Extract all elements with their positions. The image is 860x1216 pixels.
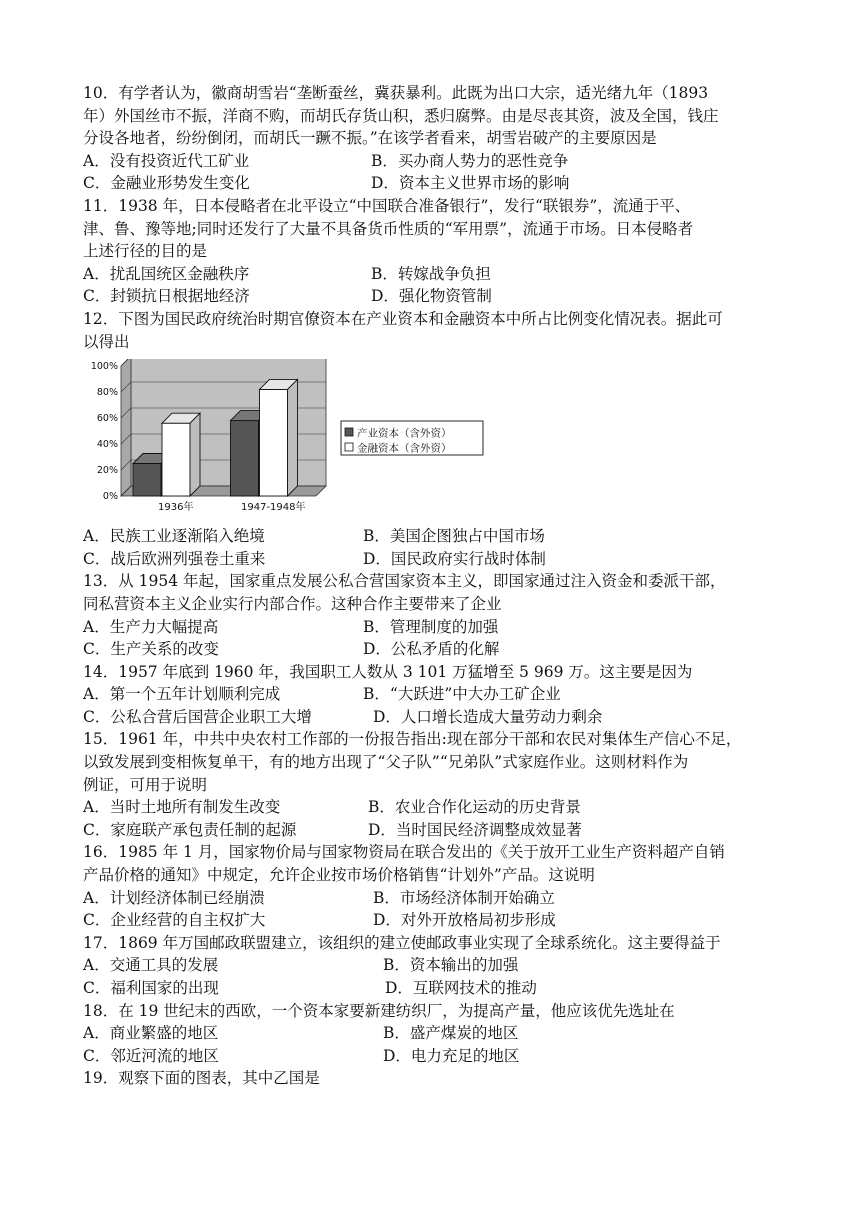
question-stem-line: 以得出	[83, 332, 130, 351]
option-row	[83, 1045, 788, 1068]
y-tick-label: 40%	[96, 439, 118, 451]
chart-side-wall	[121, 359, 131, 496]
option-b[interactable]: B．盛产煤炭的地区	[383, 1024, 519, 1043]
option-d[interactable]: D．互联网技术的推动	[385, 979, 537, 997]
option-row	[83, 954, 788, 977]
question-stem-line: 年）外国丝市不振，洋商不购，而胡氏存货山积，悉归腐弊。由是尽丧其资，波及全国，钱庄	[83, 106, 719, 125]
option-c[interactable]: C．金融业形势发生变化	[83, 174, 250, 193]
question-stem-line: 上述行径的目的是	[83, 242, 208, 261]
option-a[interactable]: A．生产力大幅提高	[83, 617, 219, 636]
question-stem-line: 13．从 1954 年起，国家重点发展公私合营国家资本主义，即国家通过注入资金和委派干部，	[83, 572, 726, 591]
option-row	[83, 525, 788, 548]
option-c[interactable]: C．封锁抗日根据地经济	[83, 287, 250, 306]
option-b[interactable]: B．买办商人势力的恶性竞争	[371, 151, 569, 170]
option-d[interactable]: D．资本主义世界市场的影响	[371, 174, 570, 193]
question-stem-line: 17．1869 年万国邮政联盟建立，该组织的建立使邮政事业实现了全球系统化。这主要得益于	[83, 933, 721, 952]
y-tick-label: 100%	[90, 361, 118, 373]
option-b[interactable]: B．“大跃进”中大办工矿企业	[363, 685, 561, 704]
option-c[interactable]: C．公私合营后国营企业职工大增	[83, 707, 312, 726]
bar-0-1	[231, 421, 259, 496]
option-row	[83, 1022, 788, 1045]
option-c[interactable]: C．福利国家的出现	[83, 979, 219, 997]
option-row	[83, 285, 788, 308]
y-tick-label: 20%	[96, 465, 118, 477]
y-tick-label: 80%	[96, 387, 118, 399]
legend-label-0: 产业资本（含外资）	[357, 427, 452, 440]
question-stem-line: 11．1938 年，日本侵略者在北平设立“中国联合准备银行”，发行“联银券”，流通于平、	[83, 196, 691, 215]
option-row	[83, 172, 788, 195]
question-14	[83, 661, 788, 729]
bar-chart-svg	[83, 359, 503, 519]
y-tick-label: 60%	[96, 413, 118, 425]
question-16	[83, 841, 788, 931]
option-b[interactable]: B．管理制度的加强	[363, 617, 499, 636]
question-stem-line: 10．有学者认为，徽商胡雪岩“垄断蚕丝，冀获暴利。此既为出口大宗，适光绪九年（1893	[83, 84, 709, 102]
option-a[interactable]: A．民族工业逐渐陷入绝境	[83, 527, 265, 546]
legend-swatch-0	[345, 428, 353, 436]
question-stem-line: 产品价格的通知》中规定，允许企业按市场价格销售“计划外”产品。这说明	[83, 866, 595, 885]
question-stem-line: 分设各地者，纷纷倒闭，而胡氏一蹶不振。”在该学者看来，胡雪岩破产的主要原因是	[83, 129, 657, 148]
question-stem-line: 以致发展到变相恢复单干，有的地方出现了“父子队”“兄弟队”式家庭作业。这则材料作为	[83, 753, 689, 772]
option-a[interactable]: A．当时土地所有制发生改变	[83, 798, 281, 817]
x-tick-label: 1947-1948年	[240, 502, 306, 514]
option-a[interactable]: A．计划经济体制已经崩溃	[83, 888, 265, 907]
question-stem-line: 例证，可用于说明	[83, 775, 208, 794]
question-stem-line: 14．1957 年底到 1960 年，我国职工人数从 3 101 万猛增至 5 969 万。这主要是因为	[83, 662, 693, 681]
option-row	[83, 819, 788, 842]
option-d[interactable]: D．对外开放格局初步形成	[373, 911, 556, 930]
option-a[interactable]: A．没有投资近代工矿业	[83, 151, 250, 170]
question-10	[83, 82, 788, 195]
option-d[interactable]: D．国民政府实行战时体制	[363, 549, 546, 568]
option-row	[83, 150, 788, 173]
legend-swatch-1	[345, 443, 353, 451]
bar-0-0	[133, 464, 161, 497]
option-d[interactable]: D．人口增长造成大量劳动力剩余	[373, 707, 603, 726]
question-stem-line: 16．1985 年 1 月，国家物价局与国家物资局在联合发出的《关于放开工业生产资料超产自销	[83, 843, 725, 862]
option-c[interactable]: C．生产关系的改变	[83, 640, 219, 659]
option-row	[83, 548, 788, 571]
bar-1-1	[260, 390, 288, 497]
bar-chart	[83, 359, 788, 519]
option-row	[83, 263, 788, 286]
option-row	[83, 977, 788, 1000]
question-stem-line: 津、鲁、豫等地;同时还发行了大量不具备货币性质的“军用票”，流通于市场。日本侵略者	[83, 219, 694, 238]
question-18	[83, 1000, 788, 1068]
question-15	[83, 728, 788, 841]
option-row	[83, 638, 788, 661]
exam-page	[83, 82, 788, 1090]
option-d[interactable]: D．强化物资管制	[371, 287, 492, 306]
option-row	[83, 887, 788, 910]
bar-1-0	[162, 423, 190, 496]
option-row	[83, 796, 788, 819]
option-b[interactable]: B．美国企图独占中国市场	[363, 527, 545, 546]
option-b[interactable]: B．资本输出的加强	[383, 956, 519, 975]
question-11	[83, 195, 788, 308]
question-17	[83, 932, 788, 1000]
option-b[interactable]: B．转嫁战争负担	[371, 264, 491, 283]
x-tick-label: 1936年	[158, 502, 194, 514]
option-row	[83, 616, 788, 639]
question-stem-line: 18．在 19 世纪末的西欧，一个资本家要新建纺织厂，为提高产量，他应该优先选址在	[83, 1001, 675, 1020]
option-row	[83, 683, 788, 706]
option-a[interactable]: A．交通工具的发展	[83, 956, 219, 975]
option-b[interactable]: B．农业合作化运动的历史背景	[368, 798, 581, 817]
option-c[interactable]: C．战后欧洲列强卷土重来	[83, 549, 266, 568]
question-stem-line: 12．下图为国民政府统治时期官僚资本在产业资本和金融资本中所占比例变化情况表。据此可	[83, 309, 723, 328]
option-d[interactable]: D．当时国民经济调整成效显著	[368, 820, 582, 839]
option-c[interactable]: C．家庭联产承包责任制的起源	[83, 820, 297, 839]
option-a[interactable]: A．第一个五年计划顺利完成	[83, 685, 281, 704]
option-row	[83, 706, 788, 729]
question-12	[83, 308, 788, 570]
option-c[interactable]: C．邻近河流的地区	[83, 1046, 219, 1065]
option-b[interactable]: B．市场经济体制开始确立	[373, 888, 555, 907]
bar-side-1-1	[288, 380, 298, 497]
option-row	[83, 909, 788, 932]
option-c[interactable]: C．企业经营的自主权扩大	[83, 911, 266, 930]
question-stem-line: 15．1961 年，中共中央农村工作部的一份报告指出:现在部分干部和农民对集体生产信心不足，	[83, 730, 742, 749]
y-tick-label: 0%	[102, 491, 118, 503]
option-d[interactable]: D．电力充足的地区	[383, 1046, 520, 1065]
question-stem-line: 19．观察下面的图表，其中乙国是	[83, 1069, 320, 1088]
question-13	[83, 570, 788, 660]
legend-label-1: 金融资本（含外资）	[357, 442, 452, 455]
question-stem-line: 同私营资本主义企业实行内部合作。这种合作主要带来了企业	[83, 594, 502, 613]
option-a[interactable]: A．商业繁盛的地区	[83, 1024, 219, 1043]
bar-side-1-0	[190, 413, 200, 496]
option-d[interactable]: D．公私矛盾的化解	[363, 640, 500, 659]
option-a[interactable]: A．扰乱国统区金融秩序	[83, 264, 250, 283]
question-19	[83, 1067, 788, 1090]
